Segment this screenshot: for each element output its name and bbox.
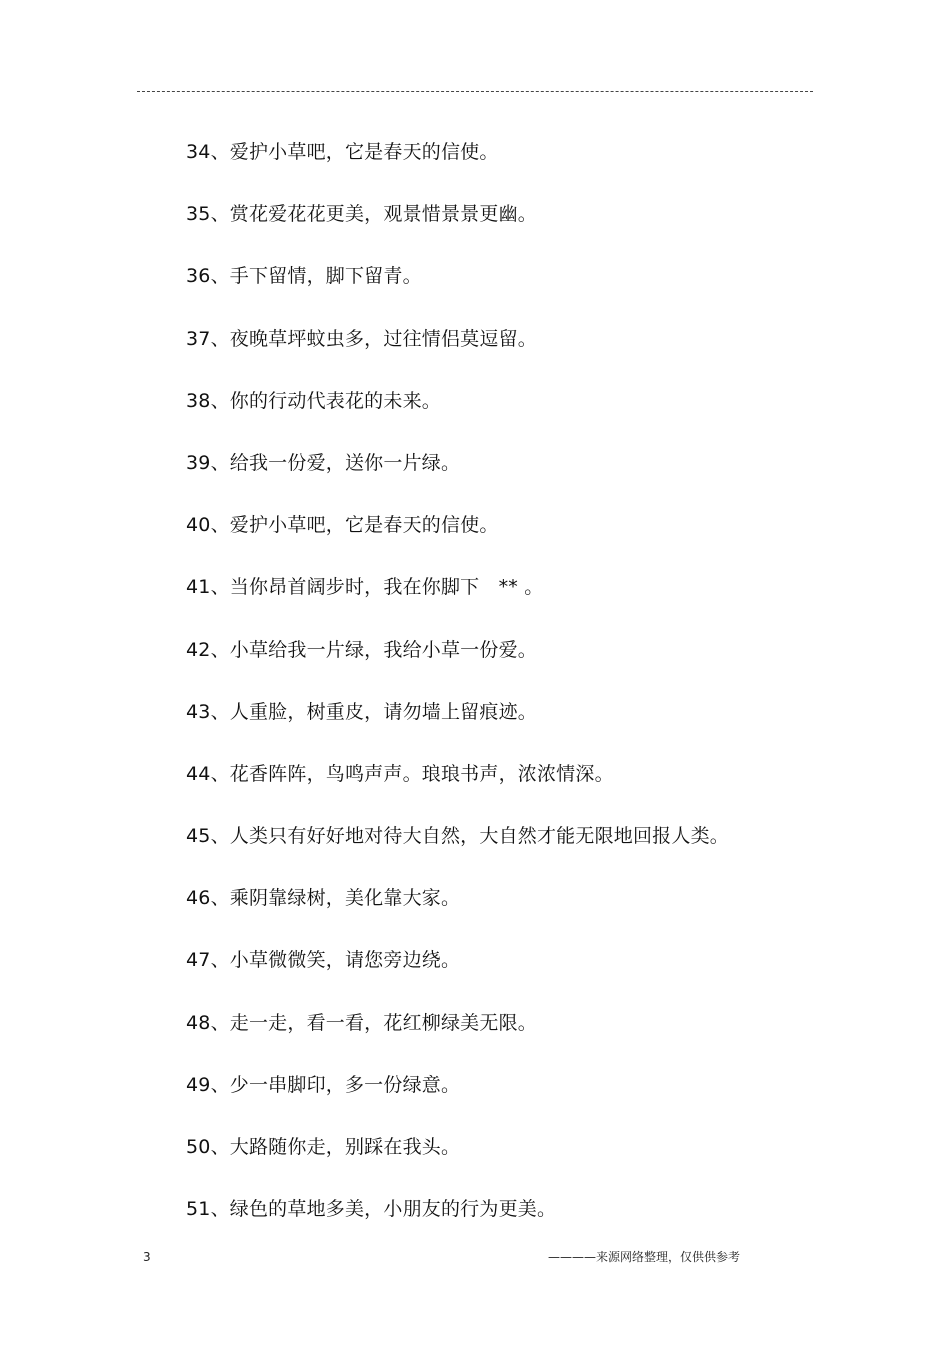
- list-item: 36、手下留情，脚下留青。: [186, 265, 422, 288]
- list-item: 45、人类只有好好地对待大自然，大自然才能无限地回报人类。: [186, 825, 729, 848]
- list-item: 49、少一串脚印，多一份绿意。: [186, 1073, 461, 1096]
- slogan-list: [186, 134, 806, 1253]
- list-item: 34、爱护小草吧，它是春天的信使。: [186, 141, 499, 163]
- list-item: 38、你的行动代表花的未来。: [186, 389, 441, 412]
- list-item: 39、给我一份爱，送你一片绿。: [186, 451, 461, 474]
- footer-source-note: ————来源网络整理，仅供供参考: [548, 1250, 741, 1264]
- list-item: 50、大路随你走，别踩在我头。: [186, 1136, 461, 1158]
- list-item: 44、花香阵阵，鸟鸣声声。琅琅书声，浓浓情深。: [186, 762, 614, 785]
- list-item: 35、赏花爱花花更美，观景惜景景更幽。: [186, 203, 537, 226]
- footer-page-number: 3: [143, 1250, 151, 1264]
- list-item: 40、爱护小草吧，它是春天的信使。: [186, 514, 499, 537]
- list-item: 46、乘阴靠绿树，美化靠大家。: [186, 887, 461, 910]
- list-item: 42、小草给我一片绿，我给小草一份爱。: [186, 638, 537, 661]
- list-item: 43、人重脸，树重皮，请勿墙上留痕迹。: [186, 700, 537, 723]
- list-item: 48、走一走，看一看，花红柳绿美无限。: [186, 1011, 537, 1034]
- header-dashed-rule: [137, 91, 813, 92]
- list-item: 41、当你昂首阔步时，我在你脚下 ** 。: [186, 576, 544, 599]
- list-item: 51、绿色的草地多美，小朋友的行为更美。: [186, 1198, 557, 1221]
- list-item: 47、小草微微笑，请您旁边绕。: [186, 949, 461, 972]
- list-item: 37、夜晚草坪蚊虫多，过往情侣莫逗留。: [186, 327, 537, 350]
